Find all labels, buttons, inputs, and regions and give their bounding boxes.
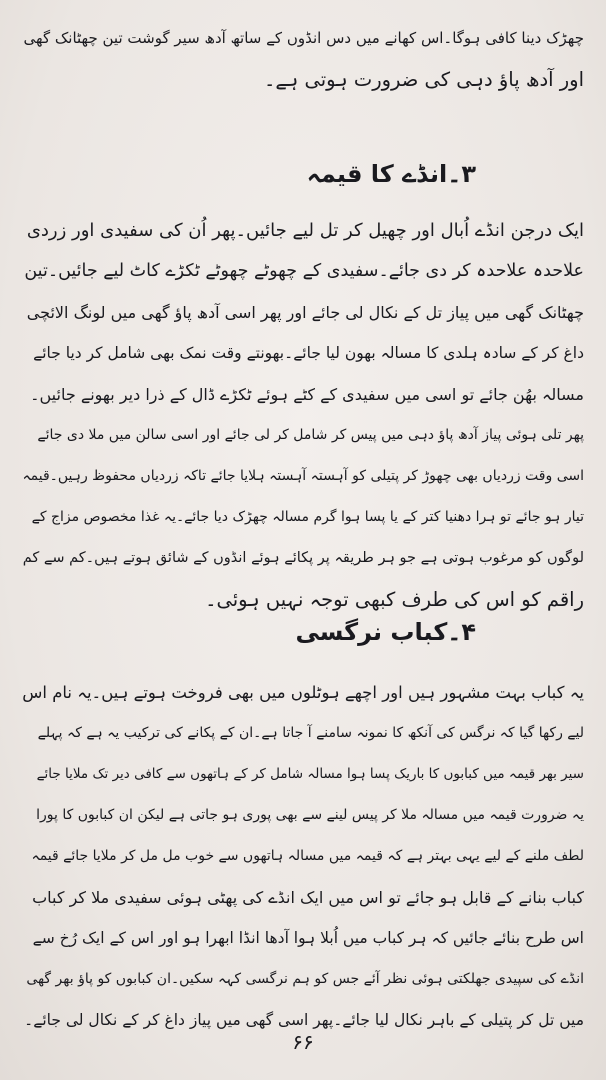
text-line: چھڑک دینا کافی ہوگا۔اس کھانے میں دس انڈوں کے ساتھ آدھ سیر گوشت تین چھٹانک گھی: [23, 29, 584, 47]
text-line: ایک درجن انڈے اُبال اور چھیل کر تل لیے جائیں۔پھر اُن کی سفیدی اور زردی: [26, 220, 584, 241]
text-line: لیے رکھا گیا کہ نرگس کی آنکھ کا نمونہ سامنے آ جاتا ہے۔ان کے پکانے کی ترکیب یہ ہے کہ پہلے: [37, 725, 584, 741]
text-line: لوگوں کو مرغوب ہوتی ہے جو ہر طریقہ پر پکائے ہوئے انڈوں کے شائق ہوتے ہیں۔کم سے کم: [22, 550, 584, 566]
text-line: یہ ضرورت قیمہ میں مسالہ ملا کر پیس لینے سے بھی پوری ہو جاتی ہے لیکن ان کبابوں کا پورا: [36, 807, 584, 823]
text-line: یہ کباب بہت مشہور ہیں اور اچھے ہوٹلوں میں بھی فروخت ہوتے ہیں۔یہ نام اس: [22, 683, 584, 702]
section-paragraph: [22, 672, 584, 1041]
page-number: ۶۶: [292, 1030, 314, 1054]
text-line: علاحدہ علاحدہ کر دی جائے۔سفیدی کے چھوٹے چھوٹے ٹکڑے کاٹ لیے جائیں۔تین: [24, 261, 584, 281]
text-line: لطف ملنے کے لیے یہی بہتر ہے کہ قیمہ میں مسالہ ہاتھوں سے خوب مل مل کر ملایا جائے قیمہ: [31, 848, 584, 864]
section-heading: ۳۔انڈے کا قیمہ: [306, 160, 476, 188]
text-line: داغ کر کے سادہ ہلدی کا مسالہ بھون لیا جائے۔بھونتے وقت نمک بھی شامل کر دیا جائے: [33, 344, 584, 362]
text-line: میں تل کر پتیلی کے باہر نکال لیا جائے۔پھر اسی گھی میں پیاز داغ کر کے نکال لی جائے۔: [24, 1011, 584, 1029]
text-line: کباب بنانے کے قابل ہو جائے تو اس میں ایک انڈے کی پھٹی ہوئی سفیدی ملا کر کباب: [32, 888, 584, 907]
section-heading: ۴۔کباب نرگسی: [295, 618, 476, 646]
text-line: انڈے کی سپیدی جھلکتی ہوئی نظر آئے جس کو ہم نرگسی کہہ سکیں۔ان کبابوں کو پاؤ بھر گھی: [26, 971, 584, 987]
text-line: چھٹانک گھی میں پیاز تل کے نکال لی جائے اور پھر اسی آدھ پاؤ گھی میں لونگ الائچی: [26, 303, 584, 322]
text-line: تیار ہو جائے تو ہرا دھنیا کتر کے یا پسا ہوا گرم مسالہ چھڑک دیا جائے۔یہ غذا مخصوص مزاج کے: [31, 509, 584, 525]
text-line: سیر بھر قیمہ میں کبابوں کا باریک پسا ہوا مسالہ شامل کر کے ہاتھوں سے کافی دیر تک ملایا جائے: [36, 766, 584, 782]
text-line: راقم کو اس کی طرف کبھی توجہ نہیں ہوئی۔: [205, 588, 584, 611]
text-line: اس طرح بنائے جائیں کہ ہر کباب میں اُبلا ہوا آدھا انڈا ابھرا ہو اور اس کے ایک رُخ سے: [32, 929, 584, 947]
text-line: اسی وقت زردیاں بھی چھوڑ کر پتیلی کو آہستہ آہستہ ہلایا جائے تاکہ زردیاں محفوظ رہیں۔قیمہ: [22, 468, 584, 484]
text-line: اور آدھ پاؤ دہی کی ضرورت ہوتی ہے۔: [263, 68, 584, 91]
intro-paragraph: [22, 18, 584, 100]
section-paragraph: [22, 210, 584, 620]
text-line: پھر تلی ہوئی پیاز آدھ پاؤ دہی میں پیس کر شامل کر لی جائے اور اسی سالن میں ملا دی جائے: [37, 427, 584, 443]
text-line: مسالہ بھُن جائے تو اسی میں سفیدی کے کٹے ہوئے ٹکڑے ڈال کے ذرا دیر بھونے جائیں۔: [30, 385, 584, 404]
